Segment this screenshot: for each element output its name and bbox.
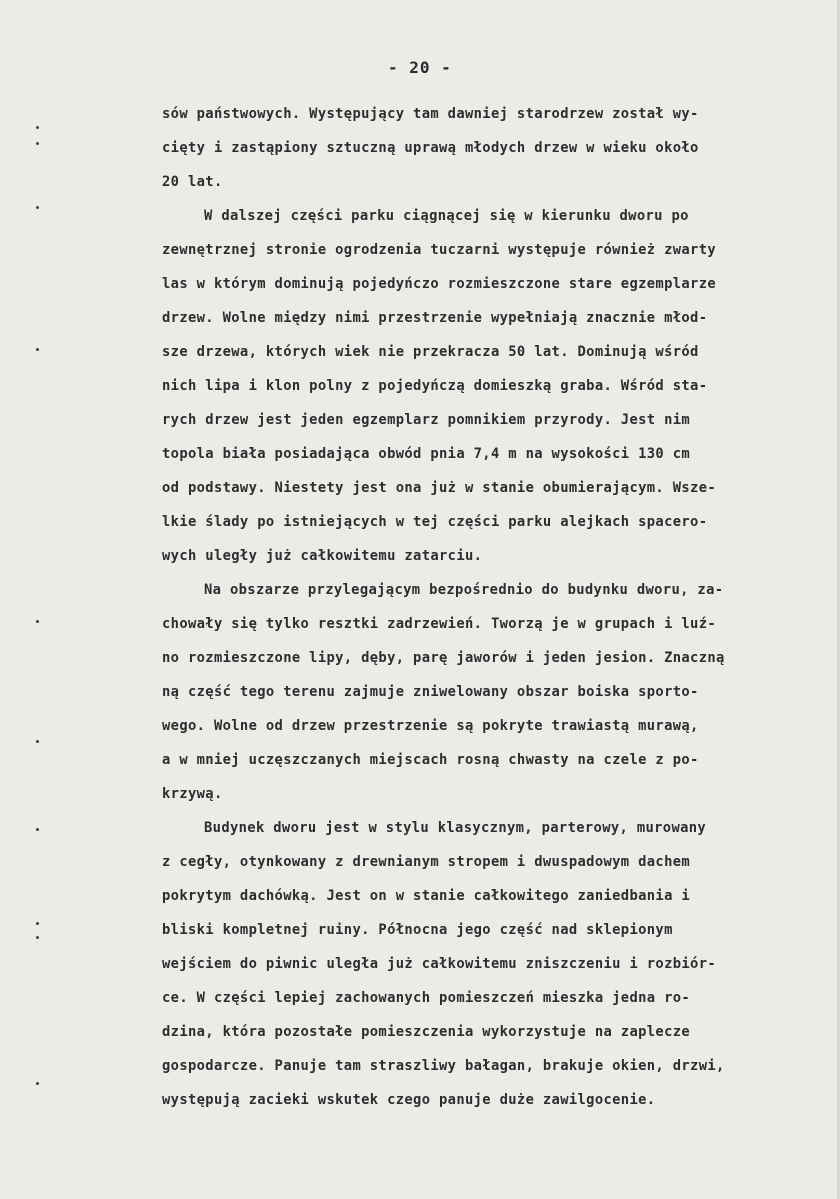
text-line: z cegły, otynkowany z drewnianym stropem i dwuspadowym dachem: [162, 854, 691, 870]
text-line: cięty i zastąpiony sztuczną uprawą młodych drzew w wieku około: [162, 140, 699, 156]
text-line: nich lipa i klon polny z pojedyńczą domieszką graba. Wśród sta-: [162, 378, 708, 394]
text-line: W dalszej części parku ciągnącej się w kierunku dworu po: [204, 208, 689, 224]
margin-mark: [36, 936, 39, 939]
text-line: Na obszarze przylegającym bezpośrednio do budynku dworu, za-: [204, 582, 724, 598]
text-line: sów państwowych. Występujący tam dawniej starodrzew został wy-: [162, 106, 699, 122]
text-line: Budynek dworu jest w stylu klasycznym, parterowy, murowany: [204, 820, 707, 836]
margin-mark: [36, 348, 39, 351]
text-line: no rozmieszczone lipy, dęby, parę jaworów i jeden jesion. Znaczną: [162, 650, 725, 666]
margin-mark: [36, 620, 39, 623]
text-line: wych uległy już całkowitemu zatarciu.: [162, 548, 483, 564]
text-line: od podstawy. Niestety jest ona już w stanie obumierającym. Wsze-: [162, 480, 717, 496]
text-line: las w którym dominują pojedyńczo rozmieszczone stare egzemplarze: [162, 276, 717, 292]
text-line: występują zacieki wskutek czego panuje duże zawilgocenie.: [162, 1092, 656, 1108]
text-line: rych drzew jest jeden egzemplarz pomnikiem przyrody. Jest nim: [162, 412, 691, 428]
margin-mark: [36, 1082, 39, 1085]
text-line: lkie ślady po istniejących w tej części parku alejkach spacero-: [162, 514, 708, 530]
margin-mark: [36, 206, 39, 209]
margin-mark: [36, 142, 39, 145]
text-line: topola biała posiadająca obwód pnia 7,4 m na wysokości 130 cm: [162, 446, 691, 462]
text-line: drzew. Wolne między nimi przestrzenie wypełniają znacznie młod-: [162, 310, 708, 326]
margin-mark: [36, 922, 39, 925]
text-line: zewnętrznej stronie ogrodzenia tuczarni występuje również zwarty: [162, 242, 717, 258]
text-line: bliski kompletnej ruiny. Północna jego część nad sklepionym: [162, 922, 673, 938]
margin-mark: [36, 740, 39, 743]
text-line: chowały się tylko resztki zadrzewień. Tworzą je w grupach i luź-: [162, 616, 717, 632]
text-line: pokrytym dachówką. Jest on w stanie całkowitego zaniedbania i: [162, 888, 691, 904]
text-line: dzina, która pozostałe pomieszczenia wykorzystuje na zaplecze: [162, 1024, 691, 1040]
text-line: ce. W części lepiej zachowanych pomieszczeń mieszka jedna ro-: [162, 990, 691, 1006]
text-line: sze drzewa, których wiek nie przekracza 50 lat. Dominują wśród: [162, 344, 699, 360]
text-line: gospodarcze. Panuje tam straszliwy bałagan, brakuje okien, drzwi,: [162, 1058, 725, 1074]
text-line: ną część tego terenu zajmuje zniwelowany obszar boiska sporto-: [162, 684, 699, 700]
text-line: wego. Wolne od drzew przestrzenie są pokryte trawiastą murawą,: [162, 718, 699, 734]
margin-mark: [36, 828, 39, 831]
text-line: krzywą.: [162, 786, 223, 802]
page-number: - 20 -: [388, 58, 452, 77]
text-line: wejściem do piwnic uległa już całkowitemu zniszczeniu i rozbiór-: [162, 956, 717, 972]
text-line: 20 lat.: [162, 174, 223, 190]
text-line: a w mniej uczęszczanych miejscach rosną chwasty na czele z po-: [162, 752, 699, 768]
margin-mark: [36, 126, 39, 129]
